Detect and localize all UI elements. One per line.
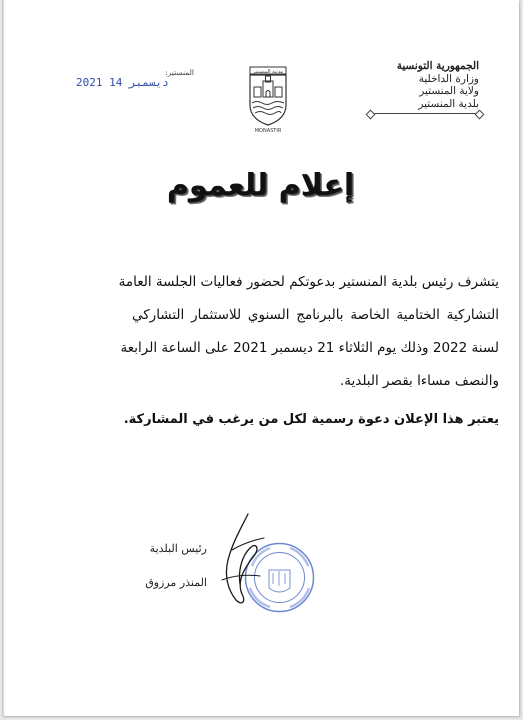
body-line: والنصف مساءا بقصر البلدية. (339, 373, 499, 389)
letterhead-municipality: بلدية المنستير (418, 97, 479, 110)
body-line: التشاركية الختامية الخاصة بالبرنامج السنوي للاستثمار التشاركي (132, 307, 499, 323)
emblem-caption: MONASTIR (254, 128, 282, 134)
svg-text:مدينة المنستير: مدينة المنستير (252, 69, 284, 75)
signatory-title: رئيس البلدية (149, 542, 207, 555)
dispatch-place-label: المنستير: (165, 68, 194, 77)
letterhead-divider (371, 113, 479, 114)
letterhead (329, 60, 479, 114)
document-page (2, 0, 519, 716)
announcement-body (118, 268, 499, 439)
body-line: لسنة 2022 وذلك يوم الثلاثاء 21 ديسمبر 2021 على الساعة الرابعة (120, 340, 499, 356)
signatory-name: المنذر مرزوق (145, 576, 207, 589)
body-line: يتشرف رئيس بلدية المنستير بدعوتكم لحضور فعاليات الجلسة العامة (118, 274, 499, 290)
date-stamp: 2021 ديسمبر 14 (76, 76, 169, 89)
official-invitation-note: يعتبر هذا الإعلان دعوة رسمية لكل من يرغب في المشاركة. (123, 412, 499, 427)
letterhead-governorate: ولاية المنستير (419, 85, 479, 97)
handwritten-signature-icon (202, 510, 282, 610)
letterhead-ministry: وزارة الداخلية (418, 72, 479, 85)
document-title: إعلام للعموم (166, 168, 355, 203)
dispatch-date (74, 68, 194, 89)
monastir-coat-of-arms-icon (248, 65, 288, 127)
page-edge-shadow (2, 0, 5, 716)
letterhead-republic: الجمهورية التونسية (396, 60, 479, 72)
